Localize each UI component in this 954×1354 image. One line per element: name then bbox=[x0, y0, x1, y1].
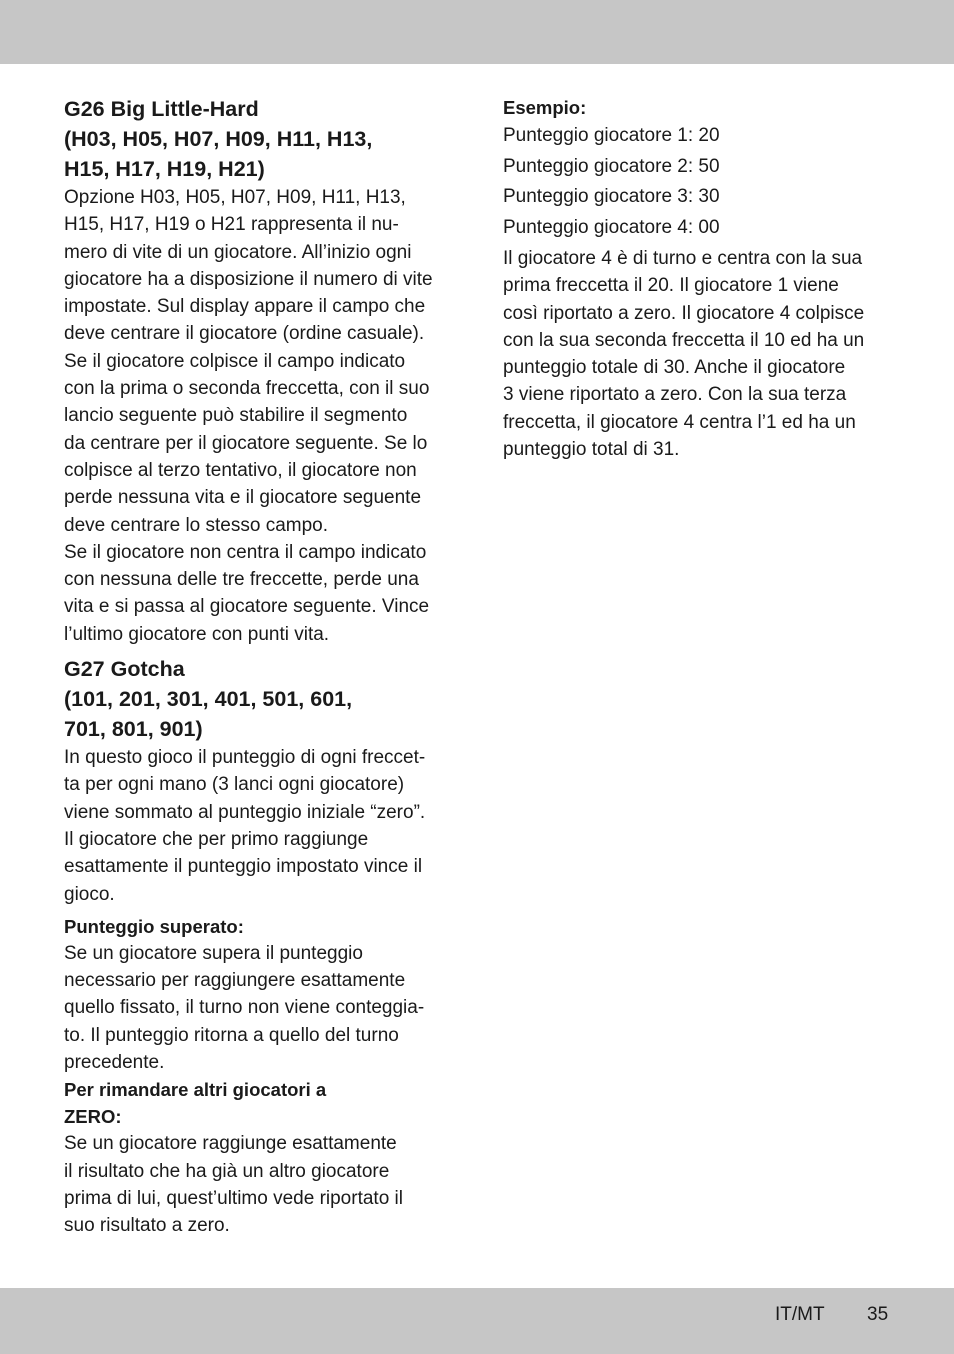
text-line: giocatore ha a disposizione il numero di vite bbox=[64, 268, 433, 290]
g26-title-line: H15, H17, H19, H21) bbox=[64, 157, 265, 181]
text-line: con la sua seconda freccetta il 10 ed ha un bbox=[503, 329, 865, 351]
score-item: Punteggio giocatore 1: 20 bbox=[503, 125, 720, 146]
score-item: Punteggio giocatore 2: 50 bbox=[503, 155, 720, 177]
score-list bbox=[503, 121, 895, 243]
language-code: IT/MT bbox=[775, 1304, 825, 1325]
g26-title-line: G26 Big Little-Hard bbox=[64, 97, 259, 121]
text-line: ta per ogni mano (3 lanci ogni giocatore) bbox=[64, 774, 405, 796]
example-title-text: Esempio: bbox=[503, 97, 587, 118]
text-line: il risultato che ha già un altro giocatore bbox=[64, 1160, 390, 1182]
text-line: precedente. bbox=[64, 1052, 165, 1074]
reset-to-zero-title bbox=[64, 1076, 456, 1130]
text-line: deve centrare lo stesso campo. bbox=[64, 514, 329, 536]
header-bar bbox=[0, 0, 954, 64]
g27-description bbox=[64, 744, 456, 908]
g26-title-line: (H03, H05, H07, H09, H11, H13, bbox=[64, 127, 373, 151]
left-column bbox=[64, 94, 456, 1240]
text-line: con la prima o seconda freccetta, con il suo bbox=[64, 378, 430, 400]
text-line: Se un giocatore supera il punteggio bbox=[64, 942, 363, 964]
text-line: Il giocatore che per primo raggiunge bbox=[64, 828, 369, 850]
text-line: to. Il punteggio ritorna a quello del turno bbox=[64, 1024, 399, 1046]
example-description bbox=[503, 245, 895, 463]
text-line: H15, H17, H19 o H21 rappresenta il nu- bbox=[64, 214, 399, 236]
text-line: prima di lui, quest’ultimo vede riportato il bbox=[64, 1187, 403, 1209]
text-line: vita e si passa al giocatore seguente. Vince bbox=[64, 596, 430, 618]
text-line: lancio seguente può stabilire il segmento bbox=[64, 405, 408, 427]
text-line: l’ultimo giocatore con punti vita. bbox=[64, 623, 330, 645]
g27-title-line: 701, 801, 901) bbox=[64, 717, 203, 742]
reset-to-zero-text bbox=[64, 1130, 456, 1239]
g27-title-line: G27 Gotcha bbox=[64, 657, 185, 682]
text-line: perde nessuna vita e il giocatore seguente bbox=[64, 487, 422, 509]
text-line: da centrare per il giocatore seguente. Se lo bbox=[64, 432, 428, 454]
right-column bbox=[503, 94, 895, 463]
text-line: punteggio total di 31. bbox=[503, 439, 680, 461]
exceeded-score-title-text: Punteggio superato: bbox=[64, 915, 244, 937]
score-item: Punteggio giocatore 4: 00 bbox=[503, 216, 720, 238]
g26-description bbox=[64, 184, 456, 648]
exceeded-score-text bbox=[64, 940, 456, 1076]
page-number: 35 bbox=[867, 1304, 889, 1325]
text-line: freccetta, il giocatore 4 centra l’1 ed ha un bbox=[503, 411, 856, 433]
score-item: Punteggio giocatore 3: 30 bbox=[503, 186, 720, 207]
text-line: Se il giocatore colpisce il campo indicato bbox=[64, 350, 406, 372]
text-line: viene sommato al punteggio iniziale “zero”. bbox=[64, 801, 426, 823]
text-line: gioco. bbox=[64, 883, 115, 905]
text-line: prima freccetta il 20. Il giocatore 1 viene bbox=[503, 275, 839, 297]
text-line: suo risultato a zero. bbox=[64, 1215, 230, 1237]
text-line: punteggio totale di 30. Anche il giocatore bbox=[503, 357, 846, 379]
text-line: quello fissato, il turno non viene conteggia- bbox=[64, 997, 425, 1019]
text-line: deve centrare il giocatore (ordine casuale). bbox=[64, 323, 425, 345]
text-line: Opzione H03, H05, H07, H09, H11, H13, bbox=[64, 187, 406, 208]
text-line: Se un giocatore raggiunge esattamente bbox=[64, 1133, 397, 1155]
g26-title bbox=[64, 94, 456, 184]
text-line: esattamente il punteggio impostato vince il bbox=[64, 856, 423, 878]
reset-title-line: ZERO: bbox=[64, 1106, 122, 1128]
text-line: 3 viene riportato a zero. Con la sua terza bbox=[503, 384, 847, 406]
text-line: colpisce al terzo tentativo, il giocatore non bbox=[64, 459, 417, 481]
text-line: così riportato a zero. Il giocatore 4 colpisce bbox=[503, 302, 865, 324]
text-line: impostate. Sul display appare il campo che bbox=[64, 296, 426, 318]
text-line: Il giocatore 4 è di turno e centra con la sua bbox=[503, 248, 863, 269]
text-line: con nessuna delle tre freccette, perde una bbox=[64, 569, 419, 591]
exceeded-score-title bbox=[64, 913, 456, 940]
text-line: necessario per raggiungere esattamente bbox=[64, 970, 406, 992]
example-title bbox=[503, 94, 895, 121]
text-line: In questo gioco il punteggio di ogni freccet- bbox=[64, 747, 426, 769]
reset-title-line: Per rimandare altri giocatori a bbox=[64, 1079, 327, 1101]
text-line: Se il giocatore non centra il campo indicato bbox=[64, 541, 427, 563]
g27-title bbox=[64, 654, 456, 744]
text-line: mero di vite di un giocatore. All’inizio ogni bbox=[64, 241, 412, 263]
g27-title-line: (101, 201, 301, 401, 501, 601, bbox=[64, 687, 353, 712]
